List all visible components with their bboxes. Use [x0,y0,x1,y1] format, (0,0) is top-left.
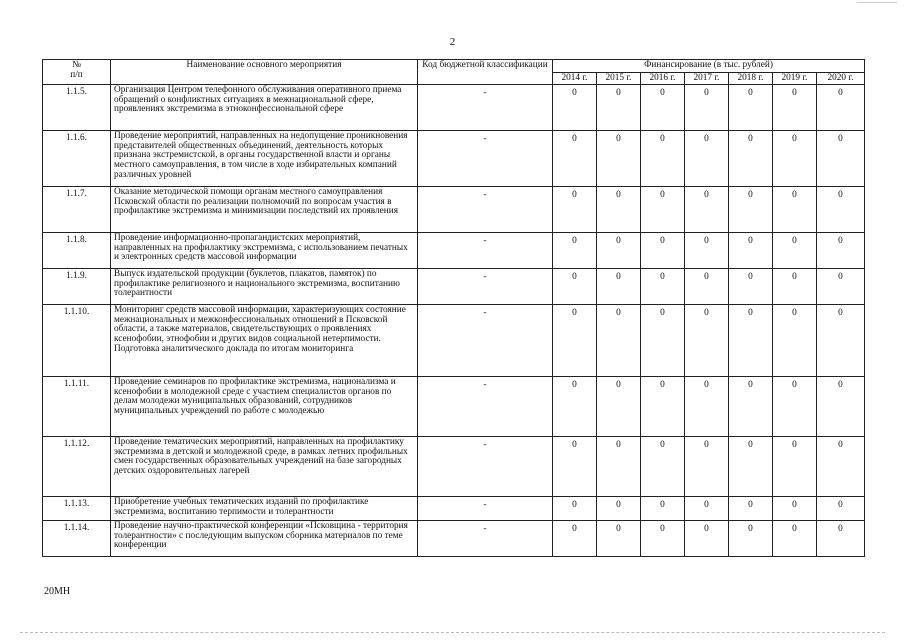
header-year: 2019 г. [773,72,817,85]
funding-value: 0 [773,377,817,437]
funding-value: 0 [729,305,773,377]
funding-value: 0 [641,187,685,233]
budget-code: - [418,497,553,521]
funding-value: 0 [685,233,729,269]
funding-value: 0 [597,131,641,187]
budget-code: - [418,131,553,187]
header-financing: Финансирование (в тыс. рублей) [553,60,865,73]
funding-value: 0 [553,269,597,305]
funding-value: 0 [641,305,685,377]
table-row [43,187,865,233]
table-row [43,85,865,131]
funding-value: 0 [773,233,817,269]
budget-code: - [418,305,553,377]
table-row [43,131,865,187]
funding-value: 0 [597,497,641,521]
event-name: Выпуск издательской продукции (буклетов, плакатов, памяток) по профилактике религиозного и национального экстремизма, воспитанию толерантности [111,269,418,305]
funding-value: 0 [597,233,641,269]
funding-value: 0 [817,233,865,269]
event-name: Проведение мероприятий, направленных на недопущение проникновения представителей общественных объединений, деятельность которых признана экстремистской, в органы государственной власти и органы местного самоуправления, в том числе в ходе избирательных компаний различных уровней [111,131,418,187]
funding-value: 0 [729,85,773,131]
header-year: 2016 г. [641,72,685,85]
funding-value: 0 [685,131,729,187]
funding-value: 0 [729,233,773,269]
funding-value: 0 [729,269,773,305]
funding-value: 0 [597,377,641,437]
financing-table [42,59,865,557]
funding-value: 0 [817,377,865,437]
funding-value: 0 [597,437,641,497]
budget-code: - [418,437,553,497]
scan-bottom-edge [20,632,885,633]
row-number: 1.1.5. [43,85,111,131]
header-year: 2020 г. [817,72,865,85]
funding-value: 0 [773,269,817,305]
event-name: Проведение информационно-пропагандистских мероприятий, направленных на профилактику экстремизма, с использованием печатных и электронных средств массовой информации [111,233,418,269]
funding-value: 0 [729,521,773,557]
row-number: 1.1.8. [43,233,111,269]
row-number: 1.1.14. [43,521,111,557]
funding-value: 0 [641,497,685,521]
row-number: 1.1.6. [43,131,111,187]
event-name: Проведение тематических мероприятий, направленных на профилактику экстремизма в детской и молодежной среде, в рамках летних профильных смен государственных образовательных учреждений на базе загородных детских оздоровительных лагерей [111,437,418,497]
funding-value: 0 [597,521,641,557]
funding-value: 0 [817,131,865,187]
funding-value: 0 [817,187,865,233]
event-name: Приобретение учебных тематических изданий по профилактике экстремизма, воспитанию терпимости и толерантности [111,497,418,521]
header-name: Наименование основного мероприятия [111,60,418,85]
funding-value: 0 [641,85,685,131]
budget-code: - [418,269,553,305]
funding-value: 0 [773,437,817,497]
funding-value: 0 [553,377,597,437]
funding-value: 0 [773,521,817,557]
funding-value: 0 [685,269,729,305]
header-year: 2014 г. [553,72,597,85]
row-number: 1.1.11. [43,377,111,437]
table-row [43,233,865,269]
header-code: Код бюджетной классификации [418,60,553,85]
funding-value: 0 [773,85,817,131]
header-year: 2017 г. [685,72,729,85]
funding-value: 0 [553,233,597,269]
table-row [43,437,865,497]
event-name: Оказание методической помощи органам местного самоуправления Псковской области по реализации полномочий по вопросам участия в профилактике экстремизма и минимизации последствий их проявления [111,187,418,233]
funding-value: 0 [553,437,597,497]
funding-value: 0 [553,131,597,187]
funding-value: 0 [641,521,685,557]
funding-value: 0 [773,187,817,233]
header-num: № п/п [43,60,111,85]
table-row [43,305,865,377]
event-name: Мониторинг средств массовой информации, характеризующих состояние межнациональных и межконфессиональных отношений в Псковской области, а также материалов, свидетельствующих о проявлениях ксенофобии, этнофобии и других видов социальной нетерпимости. Подготовка аналитического доклада по итогам мониторинга [111,305,418,377]
footer-code: 20МН [44,586,71,597]
funding-value: 0 [597,305,641,377]
row-number: 1.1.7. [43,187,111,233]
funding-value: 0 [729,187,773,233]
funding-value: 0 [817,85,865,131]
budget-code: - [418,85,553,131]
budget-code: - [418,187,553,233]
row-number: 1.1.10. [43,305,111,377]
event-name: Проведение семинаров по профилактике экстремизма, национализма и ксенофобии в молодежной среде с участием специалистов органов по делам молодежи муниципальных образований, сотрудников муниципальных учреждений по работе с молодежью [111,377,418,437]
funding-value: 0 [729,437,773,497]
funding-value: 0 [773,305,817,377]
funding-value: 0 [597,187,641,233]
row-number: 1.1.12. [43,437,111,497]
funding-value: 0 [729,497,773,521]
funding-value: 0 [553,187,597,233]
funding-value: 0 [553,85,597,131]
budget-code: - [418,233,553,269]
funding-value: 0 [729,131,773,187]
funding-value: 0 [685,85,729,131]
funding-value: 0 [817,497,865,521]
funding-value: 0 [553,521,597,557]
funding-value: 0 [641,269,685,305]
funding-value: 0 [641,233,685,269]
funding-value: 0 [685,437,729,497]
funding-value: 0 [817,521,865,557]
funding-value: 0 [597,269,641,305]
table-row [43,377,865,437]
funding-value: 0 [641,437,685,497]
funding-value: 0 [641,131,685,187]
funding-value: 0 [729,377,773,437]
funding-value: 0 [773,497,817,521]
header-year: 2018 г. [729,72,773,85]
table-row [43,269,865,305]
row-number: 1.1.13. [43,497,111,521]
funding-value: 0 [817,305,865,377]
scan-artifact-line [857,2,897,3]
table-row [43,497,865,521]
funding-value: 0 [773,131,817,187]
funding-value: 0 [817,437,865,497]
page-number: 2 [449,36,456,48]
header-year: 2015 г. [597,72,641,85]
funding-value: 0 [685,305,729,377]
budget-code: - [418,521,553,557]
funding-value: 0 [685,187,729,233]
funding-value: 0 [685,497,729,521]
event-name: Организация Центром телефонного обслуживания оперативного приема обращений о конфликтных ситуациях в межнациональной сфере, проявлениях экстремизма в этноконфессиональной сфере [111,85,418,131]
funding-value: 0 [597,85,641,131]
row-number: 1.1.9. [43,269,111,305]
budget-code: - [418,377,553,437]
funding-value: 0 [817,269,865,305]
funding-value: 0 [685,377,729,437]
funding-value: 0 [553,497,597,521]
funding-value: 0 [641,377,685,437]
funding-value: 0 [685,521,729,557]
event-name: Проведение научно-практической конференции «Псковщина - территория толерантности» с последующим выпуском сборника материалов по теме конференции [111,521,418,557]
table-row [43,521,865,557]
funding-value: 0 [553,305,597,377]
